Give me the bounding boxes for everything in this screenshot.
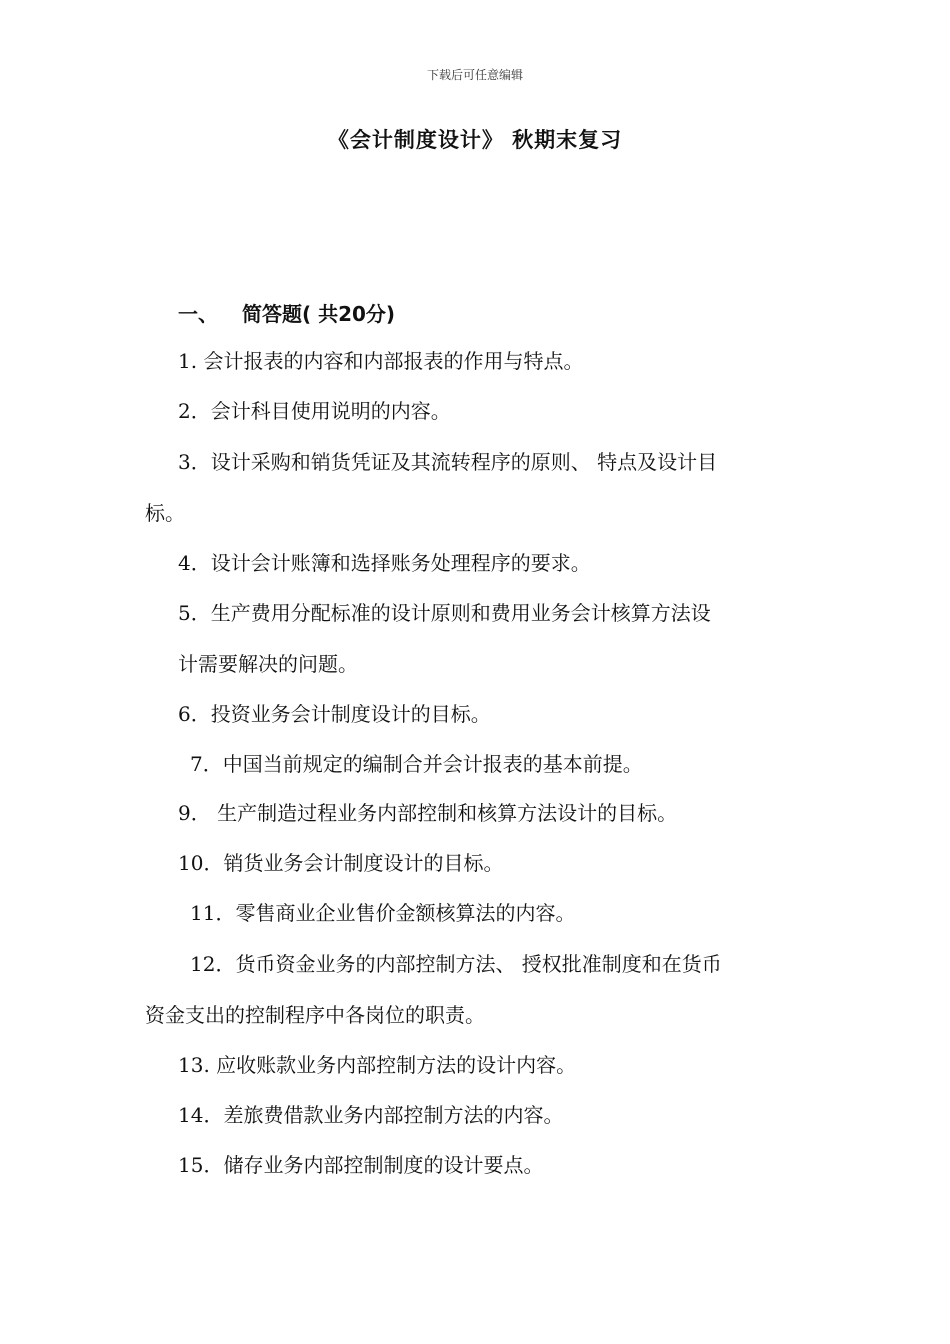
question-line: 6．投资业务会计制度设计的目标。: [178, 702, 491, 726]
question-line: 1. 会计报表的内容和内部报表的作用与特点。: [178, 349, 584, 373]
question-line: 10．销货业务会计制度设计的目标。: [178, 851, 504, 875]
question-line: 5．生产费用分配标准的设计原则和费用业务会计核算方法设: [178, 601, 711, 625]
section-number: 一、: [178, 302, 218, 326]
question-line: 11．零售商业企业售价金额核算法的内容。: [190, 901, 576, 925]
section-heading: [178, 298, 395, 327]
question-line: 14．差旅费借款业务内部控制方法的内容。: [178, 1103, 564, 1127]
section-heading-text: 简答题( 共20分): [242, 302, 396, 326]
question-line: 资金支出的控制程序中各岗位的职责。: [145, 1003, 485, 1027]
question-line: 2．会计科目使用说明的内容。: [178, 399, 451, 423]
question-line: 9． 生产制造过程业务内部控制和核算方法设计的目标。: [178, 801, 678, 825]
question-line: 15．储存业务内部控制制度的设计要点。: [178, 1153, 544, 1177]
question-line: 12．货币资金业务的内部控制方法、 授权批准制度和在货币: [190, 952, 722, 976]
question-line: 计需要解决的问题。: [178, 652, 358, 676]
question-line: 4．设计会计账簿和选择账务处理程序的要求。: [178, 551, 591, 575]
question-line: 7．中国当前规定的编制合并会计报表的基本前提。: [190, 752, 643, 776]
header-note: 下载后可任意编辑: [426, 68, 523, 82]
question-line: 3．设计采购和销货凭证及其流转程序的原则、 特点及设计目: [178, 450, 718, 474]
question-line: 13. 应收账款业务内部控制方法的设计内容。: [178, 1053, 577, 1077]
document-title: 《会计制度设计》 秋期末复习: [327, 128, 623, 152]
question-line: 标。: [145, 501, 185, 525]
